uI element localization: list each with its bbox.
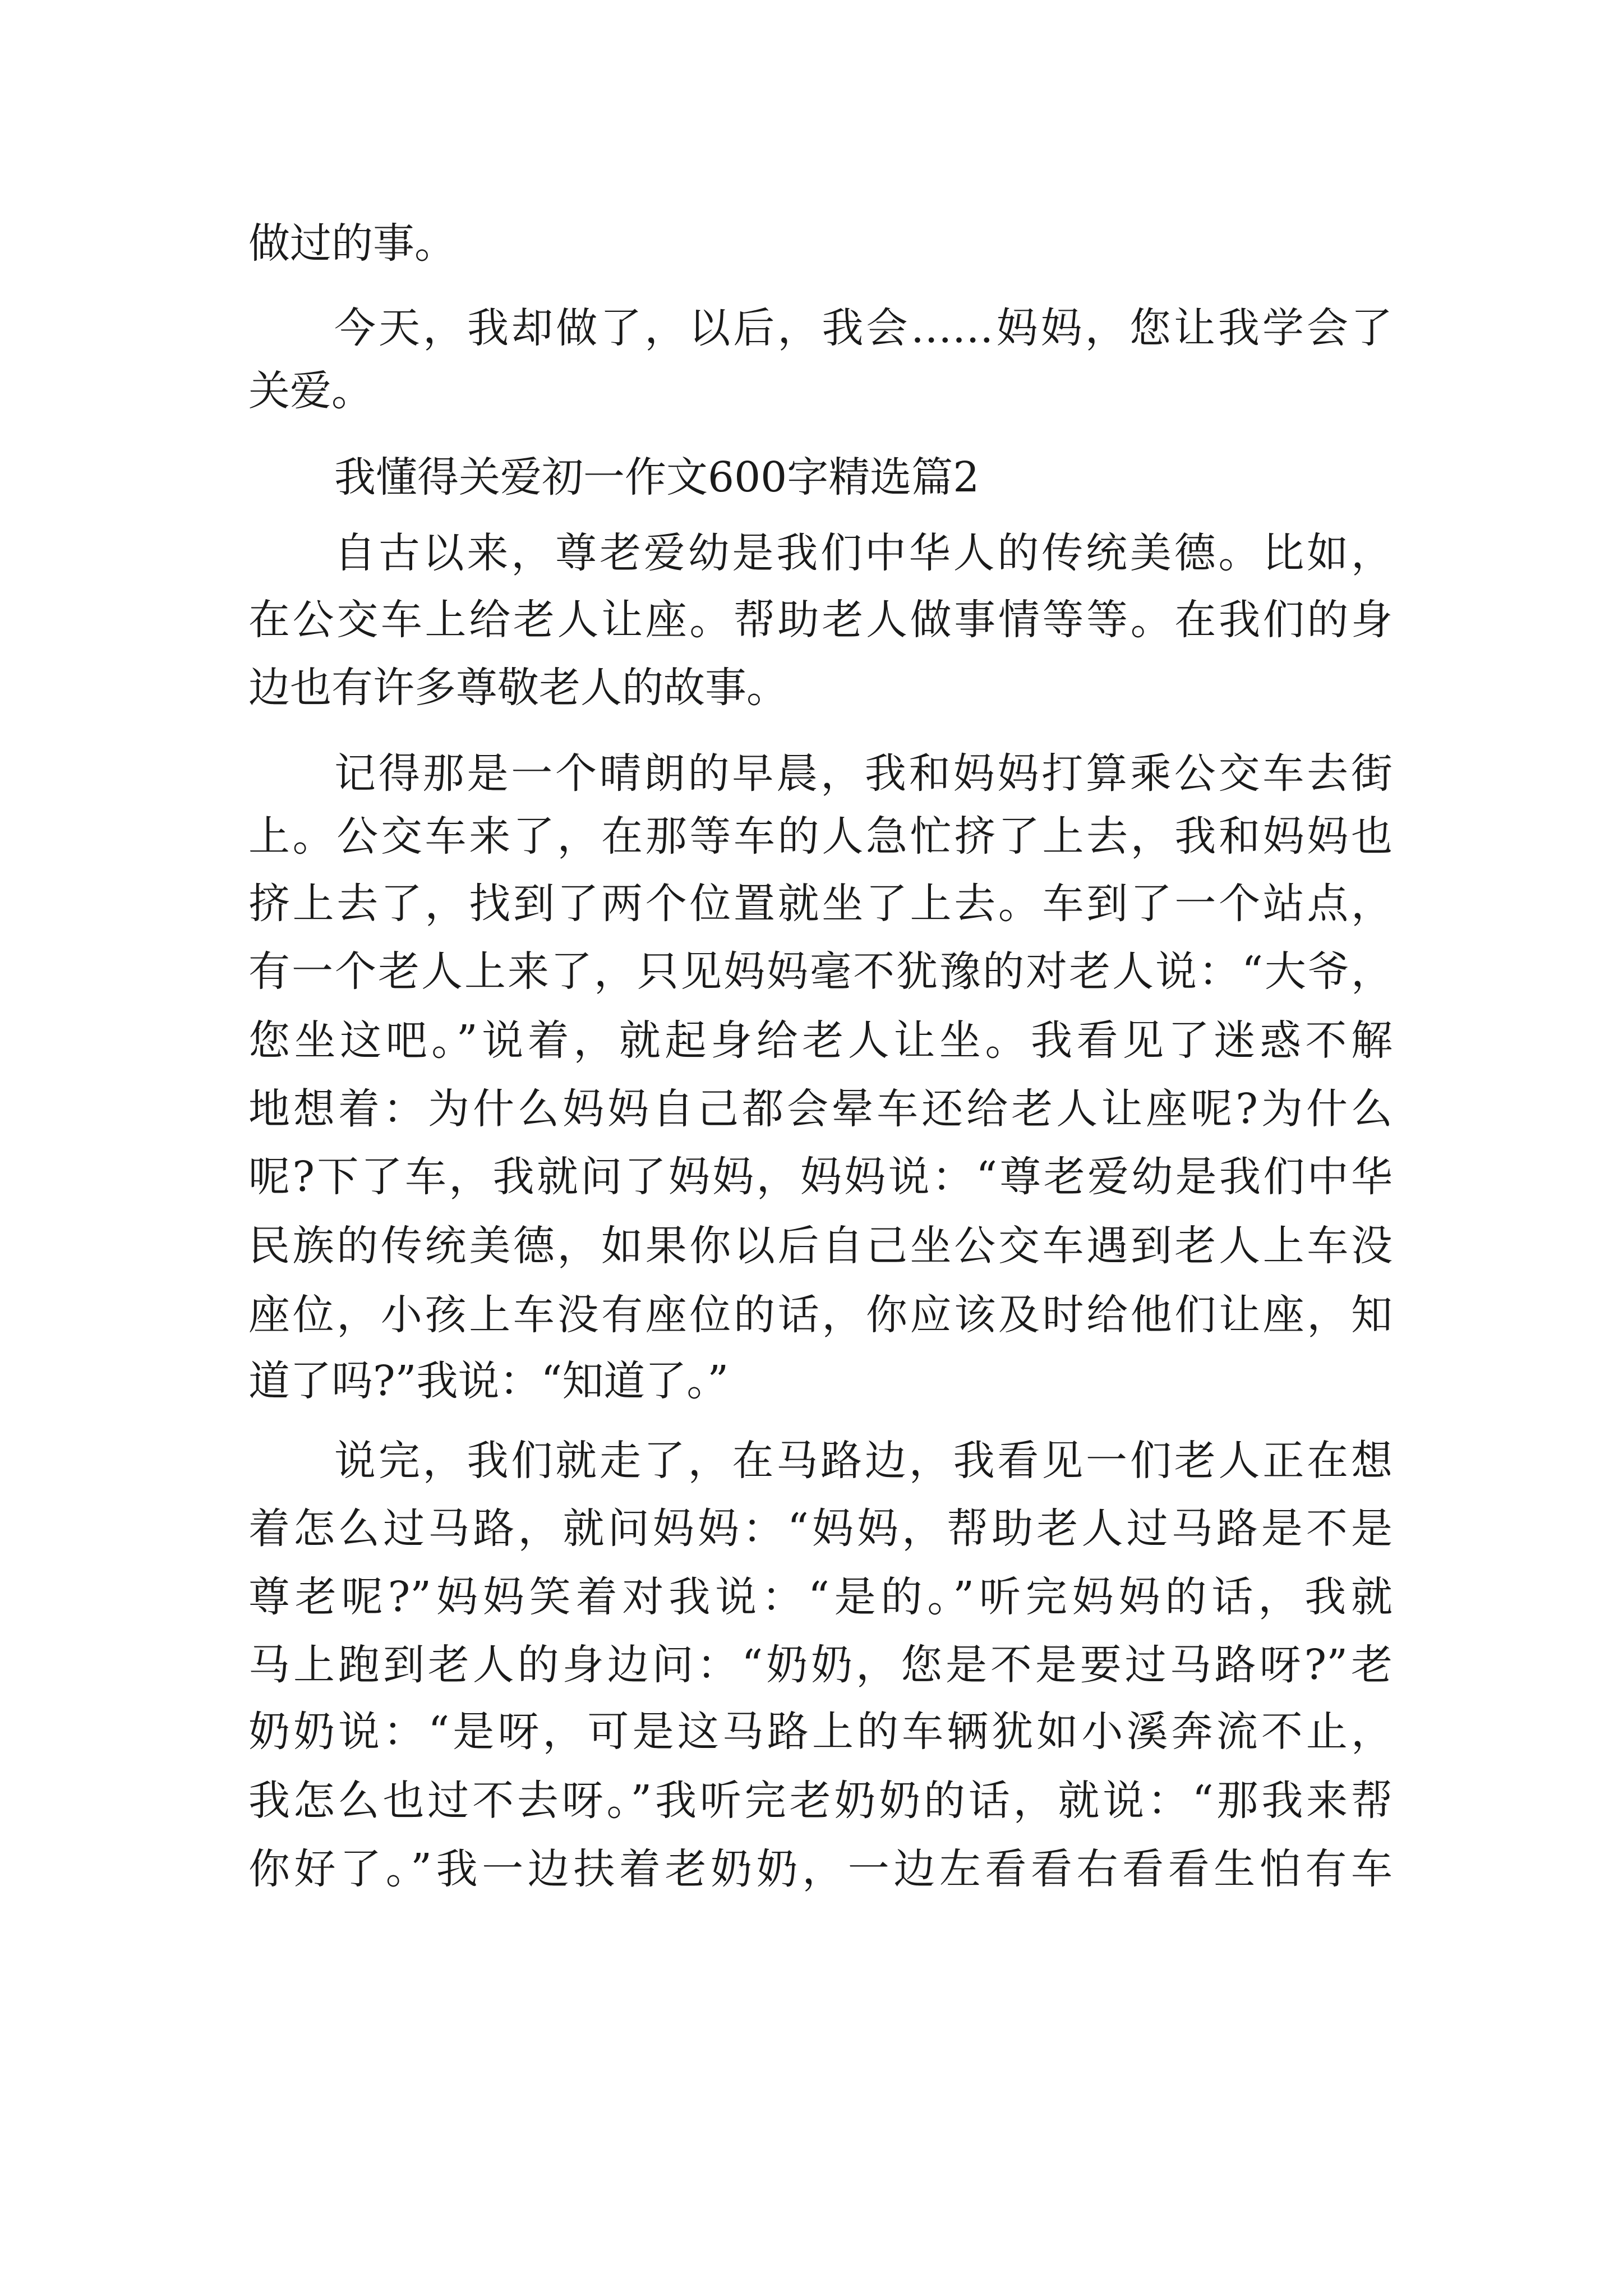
text-line: 着怎么过马路，就问妈妈：“妈妈，帮助老人过马路是不是	[248, 1504, 1393, 1553]
text-line: 自古以来，尊老爱幼是我们中华人的传统美德。比如，	[334, 529, 1393, 577]
text-line: 民族的传统美德，如果你以后自己坐公交车遇到老人上车没	[248, 1222, 1393, 1270]
text-line: 尊老呢?”妈妈笑着对我说：“是的。”听完妈妈的话，我就	[248, 1573, 1393, 1621]
text-line: 道了吗?”我说：“知道了。”	[248, 1357, 729, 1405]
text-line: 呢?下了车，我就问了妈妈，妈妈说：“尊老爱幼是我们中华	[248, 1153, 1393, 1201]
text-line: 座位，小孩上车没有座位的话，你应该及时给他们让座，知	[248, 1291, 1393, 1339]
text-line: 你好了。”我一边扶着老奶奶，一边左看看右看看生怕有车	[248, 1845, 1393, 1893]
text-line: 做过的事。	[248, 219, 456, 268]
text-line: 奶奶说：“是呀，可是这马路上的车辆犹如小溪奔流不止，	[248, 1708, 1393, 1756]
section-heading: 我懂得关爱初一作文600字精选篇2	[334, 453, 980, 501]
text-line: 说完，我们就走了，在马路边，我看见一们老人正在想	[334, 1437, 1393, 1485]
text-line: 边也有许多尊敬老人的故事。	[248, 664, 788, 712]
text-line: 关爱。	[248, 367, 373, 415]
text-line: 在公交车上给老人让座。帮助老人做事情等等。在我们的身	[248, 596, 1393, 644]
text-line: 我怎么也过不去呀。”我听完老奶奶的话，就说：“那我来帮	[248, 1777, 1393, 1825]
text-line: 记得那是一个晴朗的早晨，我和妈妈打算乘公交车去街	[334, 749, 1393, 798]
text-line: 地想着：为什么妈妈自己都会晕车还给老人让座呢?为什么	[248, 1085, 1393, 1133]
text-line: 挤上去了，找到了两个位置就坐了上去。车到了一个站点，	[248, 880, 1393, 928]
text-line: 有一个老人上来了，只见妈妈毫不犹豫的对老人说：“大爷，	[248, 947, 1393, 996]
text-line: 今天，我却做了，以后，我会……妈妈，您让我学会了	[334, 304, 1393, 352]
text-line: 马上跑到老人的身边问：“奶奶，您是不是要过马路呀?”老	[248, 1641, 1393, 1689]
text-line: 上。公交车来了，在那等车的人急忙挤了上去，我和妈妈也	[248, 812, 1393, 861]
text-line: 您坐这吧。”说着，就起身给老人让坐。我看见了迷惑不解	[248, 1016, 1393, 1065]
